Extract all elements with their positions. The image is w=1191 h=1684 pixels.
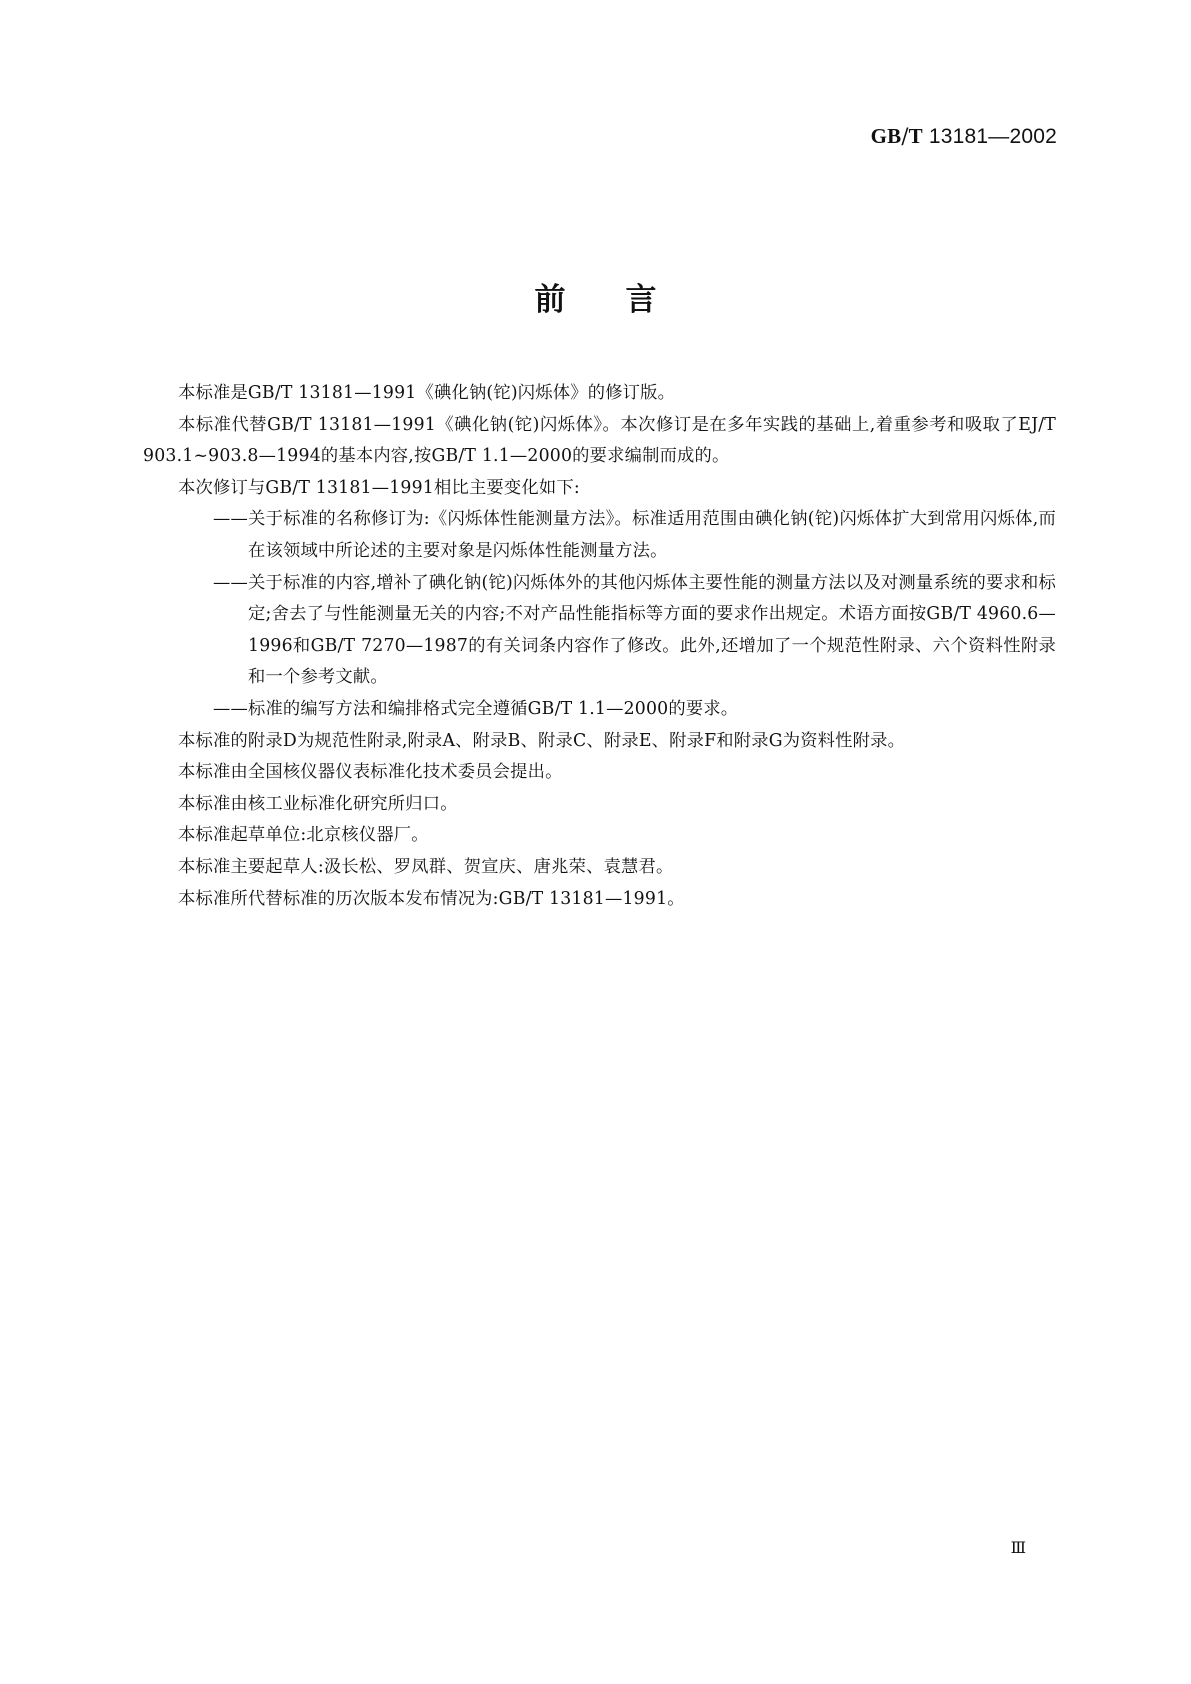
page-number: Ⅲ — [1010, 1538, 1026, 1557]
standard-prefix: GB — [870, 124, 902, 148]
paragraph: 本标准所代替标准的历次版本发布情况为:GB/T 13181—1991。 — [178, 888, 685, 909]
paragraph: 本次修订与GB/T 13181—1991相比主要变化如下: — [178, 477, 580, 498]
paragraph: 本标准是GB/T 13181—1991《碘化钠(铊)闪烁体》的修订版。 — [178, 383, 676, 403]
paragraph: 本标准由全国核仪器仪表标准化技术委员会提出。 — [178, 762, 563, 783]
paragraph: 本标准代替GB/T 13181—1991《碘化钠(铊)闪烁体》。本次修订是在多年实践的基础上,着重参考和吸取了EJ/T 903.1~903.8—1994的基本内容,按GB/T 1.1—2000的要求编制而成的。 — [143, 414, 1056, 467]
dash-list-item: ——关于标准的名称修订为:《闪烁体性能测量方法》。标准适用范围由碘化钠(铊)闪烁体扩大到常用闪烁体,而在该领域中所论述的主要对象是闪烁体性能测量方法。 — [213, 509, 1056, 561]
standard-suffix: T — [908, 124, 923, 148]
dash-list-item: ——关于标准的内容,增补了碘化钠(铊)闪烁体外的其他闪烁体主要性能的测量方法以及对测量系统的要求和标定;舍去了与性能测量无关的内容;不对产品性能指标等方面的要求作出规定。术语方面按GB/T 4960.6—1996和GB/T 7270—1987的有关词条内容作了修改。此外,还增加了一个规范性附录、六个资料性附录和一个参考文献。 — [213, 572, 1056, 688]
foreword-body — [143, 378, 1056, 915]
standard-separator: / — [901, 124, 909, 148]
page-title: 前言 — [534, 282, 717, 318]
paragraph: 本标准由核工业标准化研究所归口。 — [178, 793, 458, 814]
dash-list-item: ——标准的编写方法和编排格式完全遵循GB/T 1.1—2000的要求。 — [213, 698, 739, 719]
paragraph: 本标准的附录D为规范性附录,附录A、附录B、附录C、附录E、附录F和附录G为资料性附录。 — [178, 730, 906, 751]
paragraph: 本标准起草单位:北京核仪器厂。 — [178, 825, 429, 846]
standard-code — [871, 124, 1057, 149]
paragraph: 本标准主要起草人:汲长松、罗凤群、贺宣庆、唐兆荣、袁慧君。 — [178, 856, 674, 877]
standard-number: 13181—2002 — [922, 125, 1057, 148]
